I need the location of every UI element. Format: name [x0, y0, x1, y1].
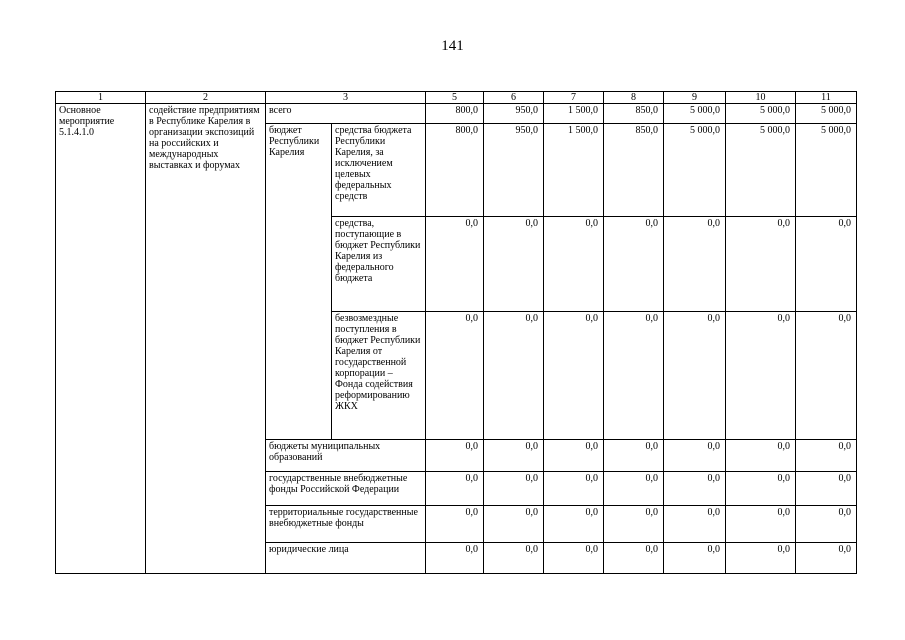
header-cell: 1 [56, 92, 146, 104]
header-cell: 9 [664, 92, 726, 104]
value-cell: 800,0 [426, 124, 484, 217]
value-cell: 5 000,0 [796, 124, 857, 217]
financing-table [55, 91, 857, 574]
value-cell: 0,0 [604, 312, 664, 440]
value-cell: 0,0 [796, 543, 857, 574]
header-cell: 7 [544, 92, 604, 104]
row-label: государственные внебюджетные фонды Российской Федерации [266, 472, 426, 506]
value-cell: 0,0 [604, 440, 664, 472]
value-cell: 5 000,0 [664, 104, 726, 124]
value-cell: 0,0 [796, 506, 857, 543]
value-cell: 0,0 [604, 472, 664, 506]
event-code: Основное мероприятие 5.1.4.1.0 [56, 104, 146, 574]
value-cell: 0,0 [796, 440, 857, 472]
row-label: территориальные государственные внебюджетные фонды [266, 506, 426, 543]
header-cell: 11 [796, 92, 857, 104]
value-cell: 0,0 [426, 472, 484, 506]
value-cell: 950,0 [484, 104, 544, 124]
value-cell: 950,0 [484, 124, 544, 217]
header-cell: 5 [426, 92, 484, 104]
value-cell: 0,0 [604, 506, 664, 543]
value-cell: 0,0 [426, 543, 484, 574]
value-cell: 800,0 [426, 104, 484, 124]
budget-group-label: бюджет Республики Карелия [266, 124, 332, 440]
value-cell: 0,0 [484, 312, 544, 440]
value-cell: 0,0 [544, 506, 604, 543]
value-cell: 0,0 [604, 217, 664, 312]
row-label: средства, поступающие в бюджет Республики Карелия из федерального бюджета [332, 217, 426, 312]
header-cell: 6 [484, 92, 544, 104]
value-cell: 0,0 [664, 506, 726, 543]
value-cell: 0,0 [544, 217, 604, 312]
value-cell: 0,0 [726, 543, 796, 574]
value-cell: 0,0 [426, 217, 484, 312]
header-row [56, 92, 857, 104]
value-cell: 0,0 [484, 506, 544, 543]
value-cell: 0,0 [484, 543, 544, 574]
value-cell: 0,0 [726, 506, 796, 543]
value-cell: 0,0 [664, 217, 726, 312]
value-cell: 0,0 [664, 312, 726, 440]
value-cell: 0,0 [484, 440, 544, 472]
value-cell: 0,0 [796, 312, 857, 440]
value-cell: 0,0 [484, 472, 544, 506]
value-cell: 850,0 [604, 104, 664, 124]
value-cell: 0,0 [544, 543, 604, 574]
page-number: 141 [441, 38, 464, 54]
value-cell: 5 000,0 [664, 124, 726, 217]
value-cell: 0,0 [426, 506, 484, 543]
table-row [56, 104, 857, 124]
value-cell: 0,0 [664, 440, 726, 472]
value-cell: 5 000,0 [726, 104, 796, 124]
value-cell: 850,0 [604, 124, 664, 217]
value-cell: 0,0 [544, 472, 604, 506]
value-cell: 5 000,0 [726, 124, 796, 217]
header-cell: 2 [146, 92, 266, 104]
value-cell: 0,0 [426, 312, 484, 440]
value-cell: 0,0 [664, 472, 726, 506]
row-label: юридические лица [266, 543, 426, 574]
value-cell: 0,0 [484, 217, 544, 312]
value-cell: 0,0 [796, 472, 857, 506]
value-cell: 0,0 [426, 440, 484, 472]
value-cell: 0,0 [544, 440, 604, 472]
header-cell: 8 [604, 92, 664, 104]
row-label: безвозмездные поступления в бюджет Республики Карелия от государственной корпорации – Фонда содействия реформированию ЖКХ [332, 312, 426, 440]
value-cell: 0,0 [604, 543, 664, 574]
value-cell: 0,0 [544, 312, 604, 440]
event-description: содействие предприятиям в Республике Карелия в организации экспозиций на российских и международных выставках и форумах [146, 104, 266, 574]
header-cell: 3 [266, 92, 426, 104]
value-cell: 5 000,0 [796, 104, 857, 124]
value-cell: 0,0 [664, 543, 726, 574]
value-cell: 1 500,0 [544, 104, 604, 124]
header-cell: 10 [726, 92, 796, 104]
row-label: средства бюджета Республики Карелия, за исключением целевых федеральных средств [332, 124, 426, 217]
value-cell: 0,0 [726, 217, 796, 312]
value-cell: 0,0 [726, 440, 796, 472]
value-cell: 0,0 [796, 217, 857, 312]
value-cell: 0,0 [726, 472, 796, 506]
value-cell: 1 500,0 [544, 124, 604, 217]
row-label: бюджеты муниципальных образований [266, 440, 426, 472]
row-label: всего [266, 104, 426, 124]
value-cell: 0,0 [726, 312, 796, 440]
